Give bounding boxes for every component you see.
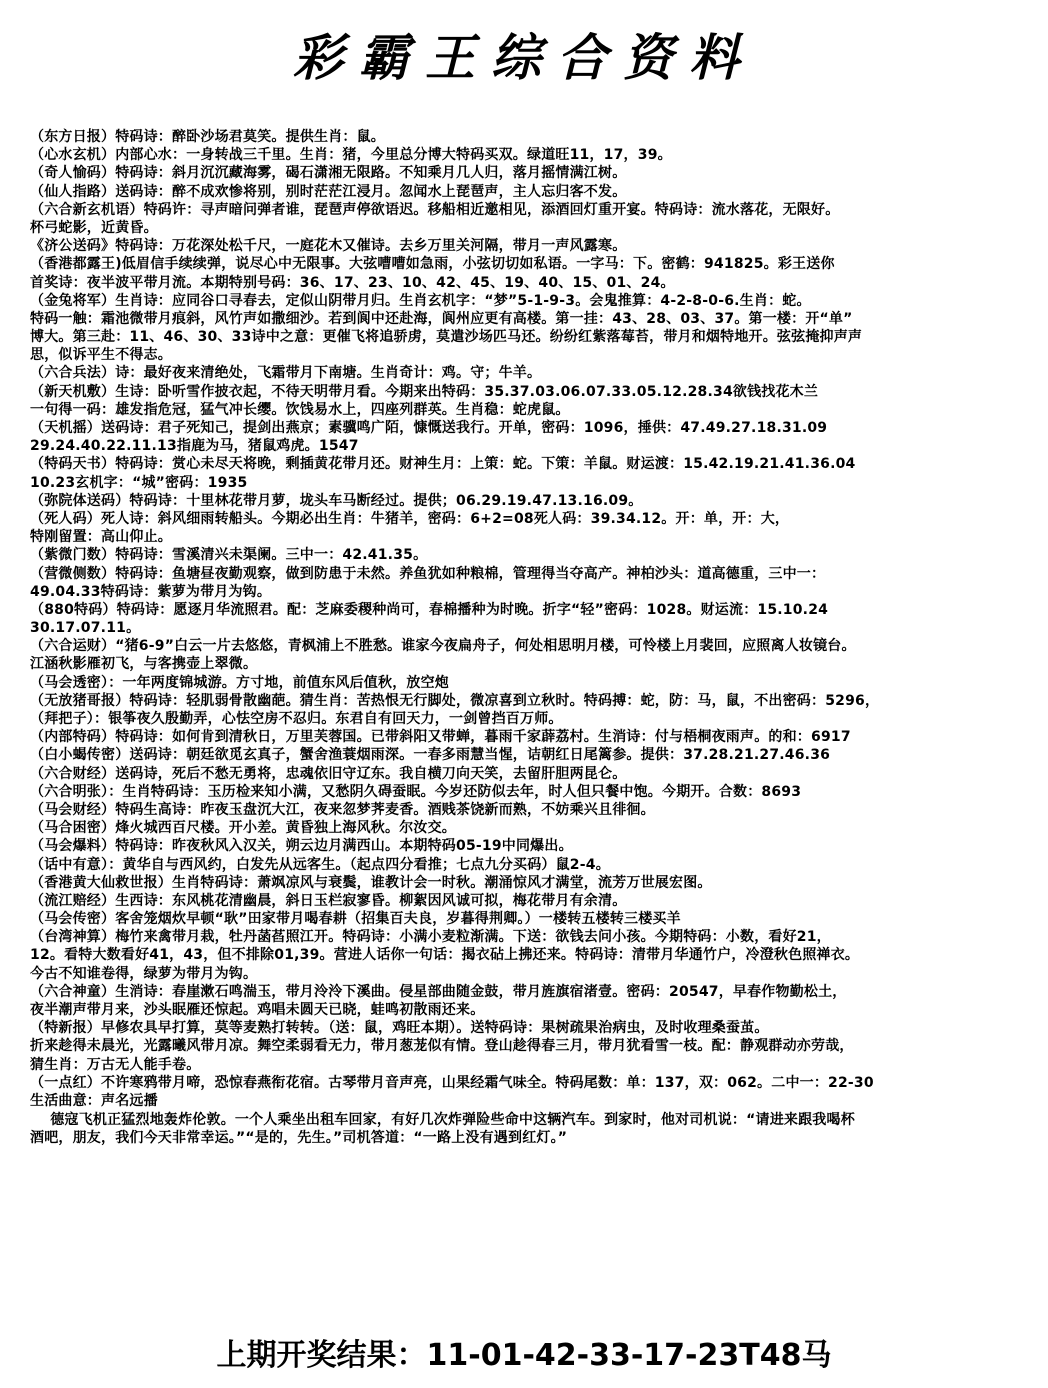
- last-draw-result: 上期开奖结果：11-01-42-33-17-23T48马: [216, 1338, 832, 1373]
- text-line: 思，似诉平生不得志。: [30, 347, 172, 364]
- story-line: 酒吧，朋友，我们今天非常幸运。”“是的，先生。”司机答道：“一路上没有遇到红灯。”: [30, 1130, 568, 1147]
- text-line: （台湾神算）梅竹来禽带月栽，牡丹菡萏照江开。特码诗：小满小麦粒渐满。下送：欲钱去问小孩。今期特码：小数，看好21，: [30, 929, 831, 946]
- text-line: （六合新玄机语）特码许：寻声暗问弹者谁，琵琶声停欲语迟。移船相近邀相见，添酒回灯重开宴。特码诗：流水落花，无限好。: [30, 201, 840, 218]
- text-line: （一点红）不许寒鸦带月啼，恐惊春燕衔花宿。古琴带月音声亮，山果经霜气味全。特码尾数：单：137，双：062。二中一：22-30: [30, 1074, 874, 1091]
- page-title: 彩霸王综合资料: [293, 28, 755, 87]
- text-line: （特码天书）特码诗：赏心未尽天将晚，剩插黄花带月还。财神生月：上策：蛇。下策：羊鼠。财运渡：15.42.19.21.41.36.04: [30, 456, 856, 473]
- text-line: （白小蝎传密）送码诗：朝廷欲觅玄真子，蟹舍渔蓑烟雨深。一春多雨慧当惺，诘朝红日尾篱参。提供：37.28.21.27.46.36: [30, 747, 831, 764]
- text-line: 10.23玄机字：“城”密码：1935: [30, 474, 248, 491]
- text-line: （东方日报）特码诗：醉卧沙场君莫笑。提供生肖：鼠。: [30, 129, 385, 145]
- text-line: （无放猪哥报）特码诗：轻肌弱骨散幽葩。猜生肖：苦热恨无行脚处，微凉喜到立秋时。特码搏：蛇，防：马，鼠，不出密码：5296，: [30, 692, 880, 709]
- text-line: （新天机敷）生诗：卧听雪作披衣起，不待天明带月看。今期来出特码：35.37.03.06.07.33.05.12.28.34欲钱找花木兰: [30, 383, 819, 400]
- text-line: 《济公送码》特码诗：万花深处松千尺，一庭花木又催诗。去乡万里关河隔，带月一声风露寒。: [30, 238, 627, 255]
- text-line: 29.24.40.22.11.13指鹿为马，猪鼠鸡虎。1547: [30, 438, 359, 455]
- text-line: （话中有意）：黄华自与西风约，白发先从远客生。（起点四分看推；七点九分买码）鼠2-4。: [30, 856, 610, 873]
- text-line: （马会透密）：一年两度锦城游。方寸地，前值东风后值秋，放空炮: [30, 674, 449, 691]
- text-line: 首奖诗：夜半波平带月流。本期特别号码：36、17、23、10、42、45、19、40、15、01、24。: [30, 274, 675, 291]
- text-line: （奇人愉码）特码诗：斜月沉沉藏海雾，碣石潇湘无限路。不知乘月几人归，落月摇情满江树。: [30, 165, 627, 182]
- tip-lines: [30, 128, 1046, 1110]
- text-line: 特刚留置：高山仰止。: [30, 529, 172, 546]
- text-line: （营微侧数）特码诗：鱼塘昼夜勤观察，做到防患于未然。养鱼犹如种粮棉，管理得当夺高产。神柏沙头：道高德重，三中一：: [30, 565, 826, 582]
- text-line: （金兔将军）生肖诗：应同谷口寻春去，定似山阴带月归。生肖玄机字：“梦”5-1-9-3。会鬼推算：4-2-8-0-6.生肖：蛇。: [30, 292, 811, 309]
- text-line: 江涵秋影雁初飞，与客携壶上翠微。: [30, 656, 258, 673]
- text-line: 博大。第三赴：11、46、30、33诗中之意：更催飞将追骄虏，莫遣沙场匹马还。纷纷红紫落莓苔，带月和烟特地开。弦弦掩抑声声: [30, 329, 863, 346]
- text-line: （流江赔经）生西诗：东风桃花清幽晨，斜日玉栏寂寥昏。柳絮因风诚可拟，梅花带月有余清。: [30, 892, 627, 909]
- text-line: （香港都露王)低眉信手续续弹，说尽心中无限事。大弦嘈嘈如急雨，小弦切切如私语。一字马：下。密鹤：941825。彩王送你: [30, 256, 835, 273]
- story-line: 德寇飞机正猛烈地轰炸伦敦。一个人乘坐出租车回家，有好几次炸弹险些命中这辆汽车。到家时，他对司机说：“请进来跟我喝杯: [30, 1112, 855, 1129]
- text-line: 30.17.07.11。: [30, 620, 141, 637]
- text-line: 49.04.33特码诗：紫萝为带月为钩。: [30, 583, 272, 600]
- text-line: （马合困密）烽火城西百尺楼。开小差。黄昏独上海风秋。尔汝交。: [30, 820, 456, 837]
- text-line: （紫微门数）特码诗：雪溪清兴未渠阑。三中一：42.41.35。: [30, 547, 428, 564]
- text-line: （马会传密）客舍笼烟炊早顿“耿”田家带月喝春耕（招集百夫良，岁暮得荆卿。）一楼转五楼转三楼买羊: [30, 911, 681, 928]
- text-line: （880特码）特码诗：愿逐月华流照君。配：芝麻委稷种尚可，春棉播种为时晚。折字“轻”密码：1028。财运流：15.10.24: [30, 601, 829, 618]
- text-line: 生活曲意：声名远播: [30, 1092, 158, 1109]
- main-content: [30, 128, 1046, 1148]
- text-line: （拜把子）：银筝夜久殷勤弄，心怯空房不忍归。东君自有回天力，一剑曾挡百万师。: [30, 711, 563, 727]
- text-line: （马会财经）特码生高诗：昨夜玉盘沉大江，夜来忽梦荠麦香。酒贱茶饶新而熟，不妨乘兴且徘徊。: [30, 801, 655, 818]
- text-line: （香港黄大仙救世报）生肖特码诗：萧飒凉风与衰鬓，谁教计会一时秋。潮涌惊风才满堂，流芳万世展宏图。: [30, 874, 712, 891]
- story-paragraph: [30, 1111, 1046, 1147]
- text-line: 夜半潮声带月来，沙头眠雁还惊起。鸡唱未圆天已晓，蛙鸣初散雨还来。: [30, 1002, 485, 1018]
- text-line: 猜生肖：万古无人能手卷。: [30, 1056, 201, 1073]
- text-line: （弥院体送码）特码诗：十里林花带月萝，垅头车马断经过。提供；06.29.19.47.13.16.09。: [30, 492, 643, 509]
- text-line: （天机摇）送码诗：君子死知己，提剑出燕京；素骥鸣广陌，慷慨送我行。开单，密码：1096，捶供：47.49.27.18.31.09: [30, 420, 828, 436]
- text-line: 今古不知谁卷得，绿萝为带月为钩。: [30, 965, 258, 982]
- text-line: 一句得一码：雄发指危冠，猛气冲长缨。饮饯易水上，四座列群英。生肖稳：蛇虎鼠。: [30, 401, 570, 418]
- text-line: （六合明张）：生肖特码诗：玉历检来知小满，又愁阴久碍蚕眠。今岁还防似去年，时人但只餐中饱。今期开。合数：8693: [30, 783, 802, 800]
- text-line: （六合运财）“猪6-9”白云一片去悠悠，青枫浦上不胜愁。谁家今夜扁舟子，何处相思明月楼，可怜楼上月裴回，应照离人妆镜台。: [30, 638, 856, 655]
- text-line: （六合兵法）诗：最好夜来清绝处，飞霜带月下南塘。生肖奇计：鸡。守；牛羊。: [30, 365, 542, 382]
- text-line: （心水玄机）内部心水：一身转战三千里。生肖：猪，今里总分博大特码买双。绿道旺11，17，39。: [30, 147, 672, 164]
- text-line: （六合神童）生消诗：春崖漱石鸣湍玉，带月泠泠下溪曲。侵星部曲随金鼓，带月旌旗宿渚壹。密码：20547，早春作物勤松土，: [30, 983, 847, 1000]
- text-line: （仙人指路）送码诗：醉不成欢惨将别，别时茫茫江浸月。忽闻水上琵琶声，主人忘归客不发。: [30, 183, 627, 200]
- text-line: （特新报）早修农具早打算，莫等麦熟打转转。（送：鼠，鸡旺本期）。送特码诗：果树疏果治病虫，及时收理桑蚕茧。: [30, 1020, 769, 1037]
- text-line: 折来趁得未晨光，光露曦风带月凉。舞空柔弱看无力，带月葱茏似有情。登山趁得春三月，带月犹看雪一枝。配：静观群动亦劳哉，: [30, 1038, 854, 1055]
- text-line: 12。看特大数看好41，43，但不排除01,39。营进人话你一句话：揭衣砧上拂还来。特码诗：清带月华通竹户，冷澄秋色照禅衣。: [30, 947, 860, 964]
- text-line: （六合财经）送码诗，死后不愁无勇将，忠魂依旧守辽东。我自横刀向天笑，去留肝胆两昆仑。: [30, 765, 627, 782]
- text-line: 特码一触：霜池微带月痕斜，风竹声如撒细沙。若到阆中还赴海，阆州应更有高楼。第一挂：43、28、03、37。第一楼：开“单”: [30, 310, 853, 327]
- text-line: （内部特码）特码诗：如何肯到清秋日，万里芙蓉国。已带斜阳又带蝉，暮雨千家薜荔村。生消诗：付与梧桐夜雨声。的和：6917: [30, 729, 851, 746]
- text-line: （马会爆料）特码诗：昨夜秋风入汉关，朔云边月满西山。本期特码05-19中同爆出。: [30, 838, 573, 855]
- text-line: （死人码）死人诗：斜风细雨转船头。今期必出生肖：牛猪羊，密码：6+2=08死人码：39.34.12。开：单，开：大，: [30, 510, 790, 527]
- text-line: 杯弓蛇影，近黄昏。: [30, 219, 158, 236]
